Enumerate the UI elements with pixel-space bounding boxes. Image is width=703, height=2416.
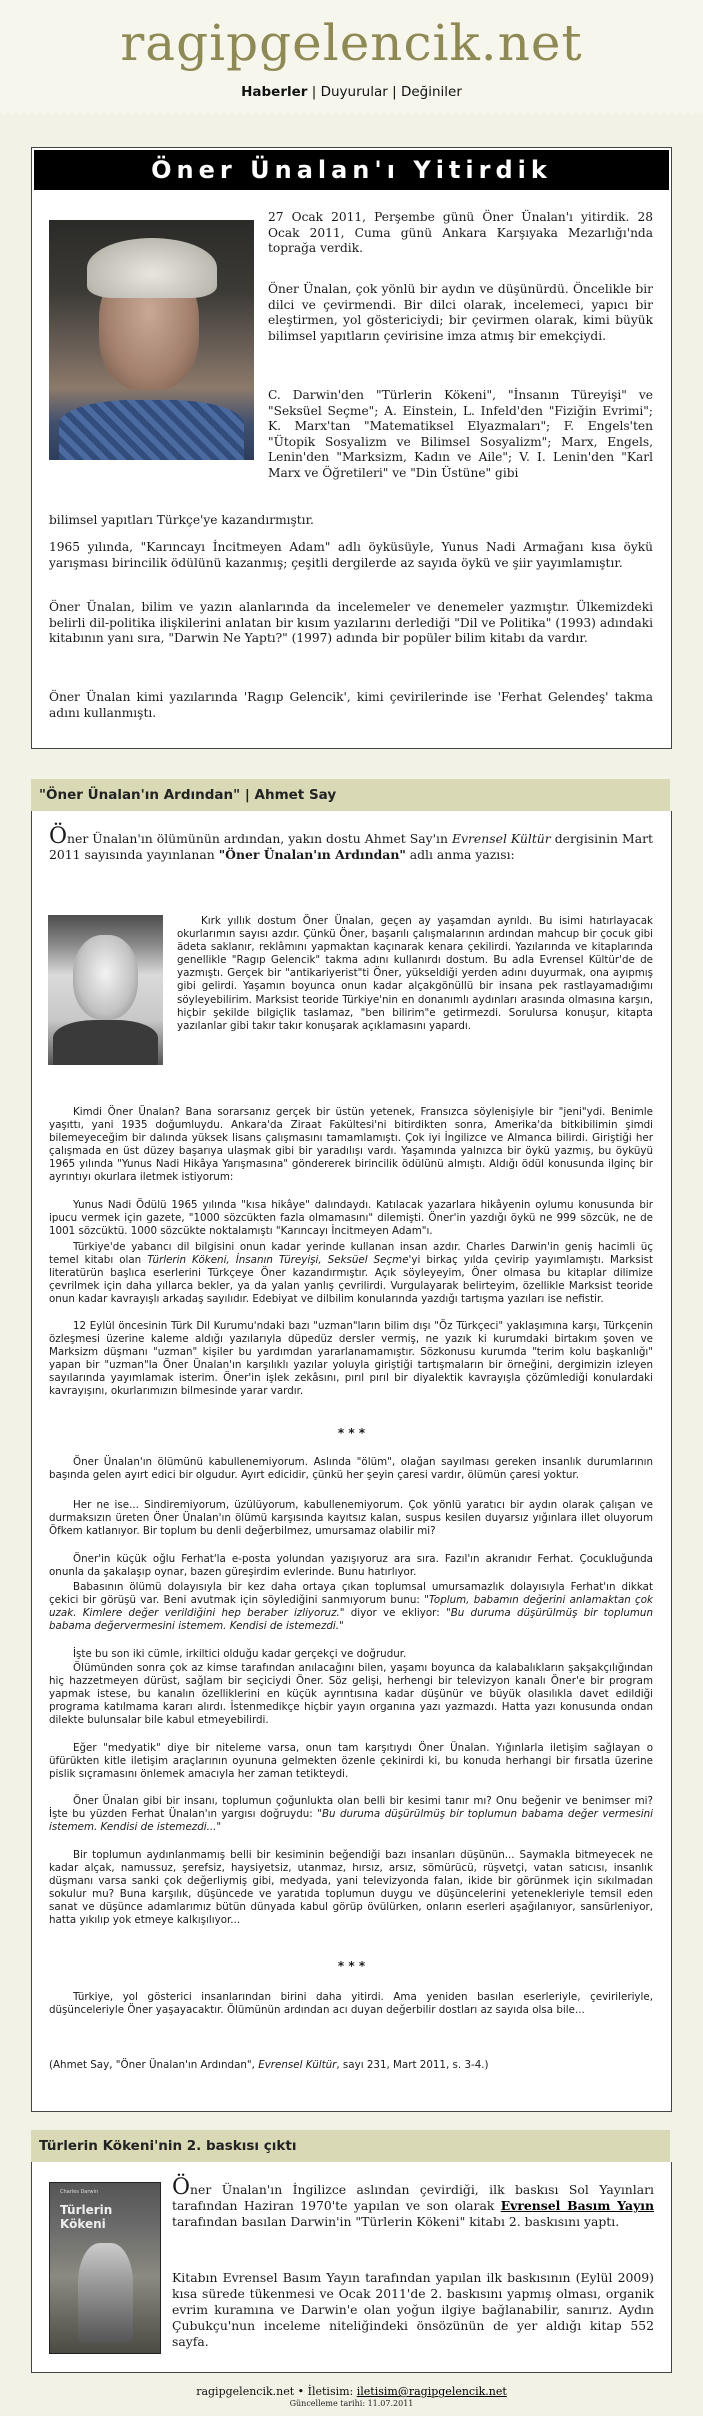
evrensel-basim-yayin-link[interactable]: Evrensel Basım Yayın	[500, 2198, 654, 2213]
text: Öner Ünalan gibi bir insanı, toplumun çoğunlukta olan belli bir kesimi tanır mı? Onu beğenir ve benimser mi? İşte bu yüzden Ferhat Ünalan'ın yargısı doğruydu:	[49, 1795, 653, 1821]
article-title-bar	[34, 150, 669, 190]
book-cover-figure	[78, 2243, 133, 2343]
nav-separator: |	[392, 84, 397, 100]
book-title	[60, 2203, 112, 2231]
footer-email-link[interactable]: iletisim@ragipgelencik.net	[356, 2385, 507, 2398]
magazine-name: Evrensel Kültür	[258, 2059, 337, 2071]
section-divider: * * *	[337, 1959, 366, 1973]
text: 'yi birkaç yılda çevirip yayımlamıştı. Marksist literatürün başlıca eserlerini Türkçeye Öner kazandırmıştır. Açık söyleyeyim, Öner olmasa bu kitaplar dilimize çevrilmek için daha yıllarca bekler, ya da yalan yanlış çevrilirdi. Vurgulayarak belirteyim, özellikle Marksist teoride onun kadar kavrayışlı arkadaş sayılıdır. Edebiyat ve dilbilim konularında yazdığı tartışma yazıları ise nefistir.	[49, 1254, 654, 1306]
section-author: Ahmet Say	[254, 787, 337, 803]
footer	[0, 2385, 703, 2398]
article-paragraph: Ölümünden sonra çok az kimse tarafından anılacağını bilen, yaşamı boyunca da kalabalıkların şakşakçılığından hiç hazzetmeyen dürüst, sağlam bir seçiciydi Öner. Söz gelişi, herhengi bir televizyon kanalı Öner'e bir program yapmak istese, bu kanalın özelliklerini en küçük ayrıntısına kadar düşünür ve büyük olasılıkla davet edildiği programa katılmama kararı alırdı. İstenmedikçe hiçbir yayın organına yazı yazmazdı. Hatta yazı konusunda ondan dilekte bulunsalar bile kabul etmeyebilirdi.	[49, 1662, 653, 1727]
book-author: Charles Darwin	[60, 2189, 99, 2195]
photo-hair	[87, 238, 217, 298]
book-title-line: Türlerin	[60, 2203, 113, 2217]
text: Türkiye'de yabancı dil bilgisini onun kadar yerinde kullanan insan azdır. Charles Darwin'in geniş hacimli üç temel kitabı olan	[49, 1241, 653, 1267]
article-paragraph	[172, 2175, 654, 2230]
main-nav	[0, 84, 703, 100]
article-citation	[49, 2059, 653, 2072]
article-paragraph	[49, 1795, 653, 1834]
section-header-text	[39, 779, 336, 811]
article-paragraph	[49, 1241, 653, 1306]
book-cover	[49, 2182, 161, 2354]
section-title[interactable]: Türlerin Kökeni'nin 2. baskısı çıktı	[39, 2138, 297, 2154]
text: Babasının ölümü dolayısıyla bir kez daha ortaya çıkan toplumsal umursamazlık dolayısıyla Ferhat'ın dikkat çekici bir görüşü var. Beni avutmak için söylediğini sanmıyorum bunu:	[49, 1581, 653, 1607]
footer-bullet: •	[297, 2385, 305, 2398]
article-paragraph: Türkiye, yol gösterici insanlarından birini daha yitirdi. Ama yeniden basılan eserleriyle, çevirileriyle, düşünceleriyle Öner yaşayacaktır. Ölümünün ardından acı duyan değerbilir dostları az sayıda olsa bile...	[49, 1991, 653, 2017]
header-wave-divider	[0, 110, 703, 118]
text: diyor ve ekliyor:	[344, 1607, 446, 1620]
text: , sayı 231, Mart 2011, s. 3-4.)	[336, 2059, 489, 2071]
nav-separator: |	[311, 84, 317, 100]
text: (Ahmet Say, "Öner Ünalan'ın Ardından",	[49, 2059, 259, 2071]
article-paragraph: Öner Ünalan kimi yazılarında 'Ragıp Gelencik', kimi çevirilerinde ise 'Ferhat Gelendeş' takma adını kullanmıştı.	[49, 690, 653, 720]
article-paragraph: Yunus Nadi Ödülü 1965 yılında "kısa hikâye" dalındaydı. Katılacak yazarlara hikâyenin oylumu konusunda bir ipucu vermek için gazete, "1000 sözcükten fazla olmamasını" dilemişti. Öner'in yazdığı öykü ne 999 sözcük, ne de 1001 sözcüktü. 1000 sözcükte noktalamıştı "Karıncayı İncitmeyen Adam"ı.	[49, 1199, 653, 1238]
article-name: "Öner Ünalan'ın Ardından"	[218, 847, 406, 862]
section-title[interactable]: "Öner Ünalan'ın Ardından"	[39, 787, 241, 803]
magazine-name: Evrensel Kültür	[451, 831, 551, 846]
article-paragraph: Öner Ünalan'ın ölümünü kabullenemiyorum. Aslında "ölüm", olağan sayılması gereken insanlık durumlarının başında gelen ayırt edici bir olgudur. Ayırt edicidir, çünkü her şeyin çaresi vardır, ölümün çaresi yoktur.	[49, 1456, 653, 1482]
drop-cap: Ö	[49, 824, 68, 849]
book-titles: Türlerin Kökeni, İnsanın Türeyişi, Seksüel Seçme	[147, 1254, 409, 1267]
article-paragraph: Öner Ünalan, çok yönlü bir aydın ve düşünürdü. Öncelikle bir dilci ve çevirmendi. Bir dilci olarak, incelemeci, yapıcı bir eleştirmen, yol göstericiydi; bir çevirmen olarak, kimi büyük bilimsel yapıtların çevirisine imza atmış bir emekçiydi.	[268, 282, 653, 343]
quote: "Bu duruma düşürülmüş bir toplumun babama değer vermesini istemem. Kendisi de istemezdi..."	[49, 1808, 653, 1834]
oner-unalan-photo	[49, 220, 254, 460]
article-intro	[49, 824, 654, 863]
article-turlerin-kokeni	[31, 2162, 672, 2373]
article-paragraph: Eğer "medyatik" diye bir niteleme varsa, onun tam karşıtıydı Öner Ünalan. Yığınlarla iletişim sağlayan o üfürükten kitle iletişim araçlarının oyununa gelmekten özenle çekinirdi ki, bu konuda herhangi bir fırsatla üzerine pislik sıçramasını önlemek amacıyla her zaman tetikteydi.	[49, 1742, 653, 1781]
article-oner-unalan-obituary	[31, 147, 672, 749]
article-paragraph: Öner Ünalan, bilim ve yazın alanlarında da incelemeler ve denemeler yazmıştır. Ülkemizdeki belirli dil-politika ilişkilerini anlatan bir kısım yazılarını derlediği "Dil ve Politika" (1993) adındaki kitabının yanı sıra, "Darwin Ne Yaptı?" (1997) adında bir popüler bilim kitabı da vardır.	[49, 600, 653, 645]
photo-shirt	[59, 400, 244, 460]
ahmet-say-photo	[48, 915, 163, 1065]
article-paragraph: 1965 yılında, "Karıncayı İncitmeyen Adam" adlı öyküsüyle, Yunus Nadi Armağanı kısa öykü yarışması birincilik ödülünü kazanmış; çeşitli dergilerde az sayıda öykü ve şiir yayımlamıştır.	[49, 540, 653, 570]
footer-updated: Güncelleme tarihi: 11.07.2011	[289, 2399, 414, 2408]
article-paragraph: Kimdi Öner Ünalan? Bana sorarsanız gerçek bir üstün yetenek, Fransızca söylenişiyle bir "jeni"ydi. Benimle yaşıttı, yani 1935 doğumluydu. Ankara'da Ziraat Fakültesi'ni bitirdikten sonra, Amerika'da bitkibilimin şimdi bilemeyeceğim bir dalında yüksek lisans çalışmasını tamamlamıştı. Çok iyi İngilizce ve Almanca bilirdi. Giriştiği her çalışmada en üst düzey başarıya ulaşmak gibi bir yaradılışı vardı. Yaşamında yalnızca bir öykü yazmış, bu öyküyü 1965 yılında "Yunus Nadi Hikâya Yarışmasına" göndererek birincilik ödülünü almıştı. Aldığı ödül konusunda ilginç bir ayrıntıyı okurlara iletmek istiyorum:	[49, 1106, 653, 1184]
drop-cap: Ö	[172, 2175, 191, 2200]
article-title: Öner Ünalan'ı Yitirdik	[151, 156, 552, 184]
quote: "Toplum, babamın değerini anlamaktan çok uzak. Kimlere değer verildiğini hep beraber izliyoruz."	[49, 1594, 653, 1620]
article-paragraph: Bir toplumun aydınlanmamış belli bir kesiminin beğendiği bazı insanları düşünün... Saymakla bitmeyecek ne kadar alçak, namussuz, şerefsiz, haysiyetsiz, utanmaz, hırsız, arsız, sömürücü, rüşvetçi, vatan satıcısı, insanlık düşmanı varsa sanki çok değerliymiş gibi, medyada, yani televizyonda falan, ikide bir görünmek için sıkılmadan sokulur mu? Buna karşılık, düşüncede ve yaratıda toplumun duygu ve düşüncelerini yetenekleriyle temsil eden sanat ve düşünce adamlarımız bütün dünyada kabul görüp övülürken, onların eserleri aşağılanıyor, sansürleniyor, hatta yıkılıp yok etmeye kalkışılıyor...	[49, 1849, 653, 1927]
article-paragraph: İşte bu son iki cümle, irkiltici olduğu kadar gerçekçi ve doğrudur.	[73, 1648, 407, 1660]
article-ahmet-say	[31, 811, 672, 2112]
article-paragraph: Kitabın Evrensel Basım Yayın tarafından yapılan ilk baskısının (Eylül 2009) kısa sürede tükenmesi ve Ocak 2011'de 2. baskısını yapmış olması, organik evrim kuramına ve Darwin'e olan yoğun ilgiye bağlanabilir, sanırız. Aydın Çubukçu'nun inceleme niteliğindeki önsözünün de yer aldığı kitap 552 sayfa.	[172, 2270, 654, 2349]
nav-haberler[interactable]: Haberler	[241, 84, 308, 100]
photo-suit	[53, 1020, 158, 1065]
section-divider: * * *	[337, 1426, 366, 1440]
book-title-line: Kökeni	[60, 2217, 106, 2231]
intro-text: dergisinin Mart 2011 sayısında yayınlanan	[49, 831, 654, 862]
footer-contact-label: İletisim:	[307, 2385, 354, 2398]
article-paragraph: 27 Ocak 2011, Perşembe günü Öner Ünalan'ı yitirdik. 28 Ocak 2011, Cuma günü Ankara Karşıyaka Mezarlığı'nda toprağa verdik.	[268, 210, 653, 255]
nav-duyurular[interactable]: Duyurular	[320, 84, 388, 100]
text: tarafından basılan Darwin'in "Türlerin Kökeni" kitabı 2. baskısını yaptı.	[172, 2214, 620, 2229]
footer-site[interactable]: ragipgelencik.net	[196, 2385, 295, 2398]
article-paragraph: bilimsel yapıtları Türkçe'ye kazandırmıştır.	[49, 513, 314, 527]
site-title[interactable]: ragipgelencik.net	[120, 14, 583, 72]
text: ner Ünalan'ın İngilizce aslından çevirdiği, ilk baskısı Sol Yayınları tarafından Haziran 1970'te yapılan ve son olarak	[172, 2182, 654, 2213]
article-paragraph: Her ne ise... Sindiremiyorum, üzülüyorum, kabullenemiyorum. Çok yönlü yaratıcı bir aydın olarak çalışan ve durmaksızın üreten Öner Ünalan'ın ölümü karşısında kayıtsız kalan, suspus kesilen duyarsız yığınlara illet oluyorum Öfkem katlanıyor. Bir toplum bu denli değerbilmez, umursamaz olabilir mi?	[49, 1499, 653, 1538]
photo-face	[73, 935, 138, 1020]
article-paragraph: Kırk yıllık dostum Öner Ünalan, geçen ay yaşamdan ayrıldı. Bu isimi hatırlayacak okurlarımın sayısı azdır. Çünkü Öner, başarılı çalışmalarının ardından mahcup bir çocuk gibi ädeta saklanır, reklâmını yapmaktan kaçınarak kenara çekilirdi. Yazılarında ve kitaplarında genellikle "Ragıp Gelencik" takma adını kullanırdı dostum. Bu adla Evrensel Kültür'de de yazmıştı. Gerçek bir "antikariyerist"ti Öner, yükseldiği yerden adını duyurmak, ona ayıpmış gibi gelirdi. Yaşamın boyunca onun kadar alçakgönüllü bir insana pek rastlayamadığımı söyleyebilirim. Marksist teoride Türkiye'nin en donanımlı aydınları arasında olmasına karşın, hiçbir şekilde bilgiçlik taslamaz, "ben bilirim"e getirmezdi. Sorulursa konuşur, kitapta yazılanlar gibi takır takır konuşarak açıklamasını yapardı.	[177, 915, 653, 1032]
article-paragraph	[49, 1581, 653, 1633]
quote: "Bu duruma düşürülmüş bir toplumun babama değervermesini istemem. Kendisi de istemezdi."	[49, 1607, 653, 1633]
section-header-turlerin-kokeni	[31, 2130, 670, 2162]
intro-text: adlı anma yazısı:	[405, 847, 515, 862]
nav-deginiler[interactable]: Değiniler	[400, 84, 462, 100]
intro-text: ner Ünalan'ın ölümünün ardından, yakın dostu Ahmet Say'ın	[67, 831, 452, 846]
site-header	[0, 0, 703, 110]
section-separator: |	[244, 787, 250, 803]
section-header-ardindan	[31, 779, 670, 811]
article-paragraph: 12 Eylül öncesinin Türk Dil Kurumu'ndaki bazı "uzman"ların bilim dışı "Öz Türkçeci" yaklaşımına karşı, Türkçenin özleşmesi üzerine kaleme aldığı yazılarıyla düpedüz dersler vermiş, ne yazık ki kurumdaki birtakım şoven ve Marksizm düşmanı "uzman" kişiler bu yardımdan yararlanamamıştır. Sözkonusu kurumda "terim kolu başkanlığı" yapan bir "uzman"la Öner Ünalan'ın karşılıklı yazılar yoluyla giriştiği tartışmaların bir örneğini, dergimizin izleyen sayılarında yayımlamak isterim. Öner'in işlek zekâsını, pırıl pırıl bir diyalektik kavrayışla çözümlediği konulardaki kavrayışını, okurlarımızın bilmesinde yarar vardır.	[49, 1320, 653, 1398]
article-paragraph: Öner'in küçük oğlu Ferhat'la e-posta yolundan yazışıyoruz ara sıra. Fazıl'ın akranıdır Ferhat. Çocukluğunda onunla da şakalaşıp oynar, bazen güreşirdim evlerinde. Bunu hatırlıyor.	[49, 1553, 653, 1579]
article-paragraph: C. Darwin'den "Türlerin Kökeni", "İnsanın Türeyişi" ve "Seksüel Seçme"; A. Einstein, L. Infeld'den "Fiziğin Evrimi"; K. Marx'tan "Matematiksel Elyazmaları"; F. Engels'ten "Ütopik Sosyalizm ve Bilimsel Sosyalizm"; Marx, Engels, Lenin'den "Marksizm, Kadın ve Aile"; V. I. Lenin'den "Karl Marx ve Öğretileri" ve "Din Üstüne" gibi	[268, 388, 653, 480]
